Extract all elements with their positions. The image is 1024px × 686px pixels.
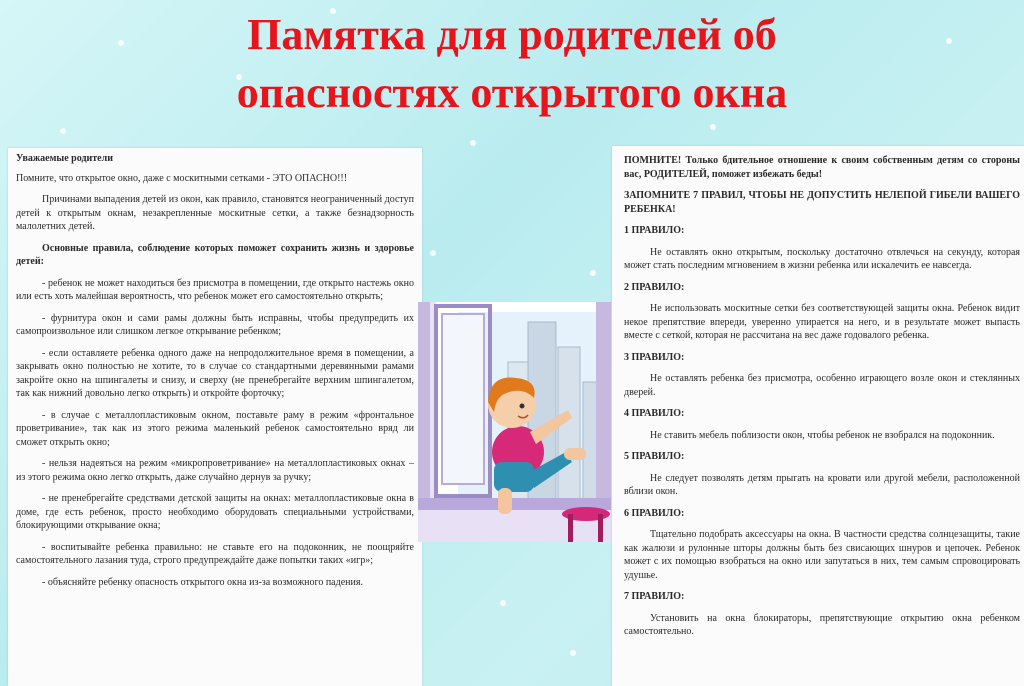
rule-heading: 4 ПРАВИЛО: bbox=[624, 408, 685, 419]
child-at-window-illustration bbox=[418, 302, 611, 542]
rule-heading: 2 ПРАВИЛО: bbox=[624, 281, 685, 293]
remember-notice: ПОМНИТЕ! Только бдительное отношение к своим собственным детям со стороны вас, РОДИТЕЛЕЙ, поможет избежать беды! bbox=[624, 155, 1020, 180]
rule-text: Не оставлять окно открытым, поскольку достаточно отвлечься на секунду, которая может стать последним мгновением в жизни ребенка или искалечить ее навсегда. bbox=[624, 246, 1020, 271]
rule-heading: 7 ПРАВИЛО: bbox=[624, 591, 685, 602]
list-item: - объясняйте ребенку опасность открытого окна из-за возможного падения. bbox=[42, 576, 363, 588]
rule-heading: 3 ПРАВИЛО: bbox=[624, 351, 685, 363]
sparkle-decoration bbox=[470, 140, 476, 146]
list-item: - в случае с металлопластиковым окном, поставьте раму в режим «фронтальное проветривание», так как из этого режима маленький ребенок самостоятельно вряд ли сможет открыть окно; bbox=[16, 409, 414, 448]
list-item: - нельзя надеяться на режим «микропроветривание» на металлопластиковых окнах – из этого режима окно легко открыть, даже случайно дернув за ручку; bbox=[16, 458, 414, 483]
rule-text: Установить на окна блокираторы, препятствующие открытию окна ребенком самостоятельно. bbox=[624, 612, 1020, 637]
rule-heading: 5 ПРАВИЛО: bbox=[624, 451, 685, 462]
sparkle-decoration bbox=[430, 250, 436, 256]
page-title bbox=[0, 6, 1024, 122]
rules-heading: Основные правила, соблюдение которых поможет сохранить жизнь и здоровье детей: bbox=[16, 242, 414, 267]
causes-paragraph: Причинами выпадения детей из окон, как правило, становятся неограниченный доступ детей к открытым окнам, незакрепленные москитные сетки, а также безнадзорность малолетних детей. bbox=[16, 194, 414, 232]
warning-paragraph: Помните, что открытое окно, даже с москитными сетками - ЭТО ОПАСНО!!! bbox=[16, 172, 348, 184]
rule-text: Не следует позволять детям прыгать на кровати или другой мебели, расположенной вблизи окон. bbox=[624, 472, 1020, 497]
list-item: - фурнитура окон и сами рамы должны быть исправны, чтобы предупредить их самопроизвольное или слишком легкое открывание ребенком; bbox=[16, 312, 414, 337]
rule-text: Не использовать москитные сетки без соответствующей защиты окна. Ребенок видит некое препятствие впереди, уверенно упирается на него, и в результате может выпасть вместе с сеткой, которая не рассчитана на вес даже годовалого ребенка. bbox=[624, 303, 1020, 341]
rule-heading: 6 ПРАВИЛО: bbox=[624, 507, 685, 519]
rule-text: Не ставить мебель поблизости окон, чтобы ребенок не взобрался на подоконник. bbox=[650, 429, 995, 441]
title-line-1: Памятка для родителей об bbox=[247, 10, 777, 59]
sparkle-decoration bbox=[710, 124, 716, 130]
right-leaflet-page bbox=[612, 146, 1024, 686]
child-window-drawing bbox=[418, 302, 611, 542]
list-item: - не пренебрегайте средствами детской защиты на окнах: металлопластиковые окна в доме, где есть ребенок, просто необходимо оборудовать специальными устройствами, блокирующими открывание окна; bbox=[16, 493, 414, 531]
sparkle-decoration bbox=[570, 650, 576, 656]
sparkle-decoration bbox=[60, 128, 66, 134]
seven-rules-heading: ЗАПОМНИТЕ 7 ПРАВИЛ, ЧТОБЫ НЕ ДОПУСТИТЬ НЕЛЕПОЙ ГИБЕЛИ ВАШЕГО РЕБЕНКА! bbox=[624, 190, 1020, 215]
rule-text: Тщательно подобрать аксессуары на окна. В частности средства солнцезащиты, такие как жалюзи и рулонные шторы должны быть без свисающих шнуров и цепочек. Ребенок может с их помощью взобраться на окно или запутаться в них, тем самым спровоцировать удушье. bbox=[624, 529, 1020, 581]
left-leaflet-page bbox=[8, 148, 422, 686]
list-item: - если оставляете ребенка одного даже на непродолжительное время в помещении, а закрывать окно полностью не хотите, то в случае со стандартными деревянными рамами закройте окно на шпингалеты и снизу, и сверху (не пренебрегайте верхним шпингалетом, так как нижний довольно легко открыть) и откройте форточку; bbox=[16, 347, 414, 399]
rule-heading: 1 ПРАВИЛО: bbox=[624, 225, 685, 236]
sparkle-decoration bbox=[590, 270, 596, 276]
greeting: Уважаемые родители bbox=[16, 153, 113, 164]
rule-text: Не оставлять ребенка без присмотра, особенно играющего возле окон и стеклянных дверей. bbox=[624, 373, 1020, 398]
title-line-2: опасностях открытого окна bbox=[236, 68, 788, 117]
sparkle-decoration bbox=[500, 600, 506, 606]
list-item: - ребенок не может находиться без присмотра в помещении, где открыто настежь окно или есть хоть малейшая вероятность, что ребенок может его самостоятельно открыть; bbox=[16, 277, 414, 302]
list-item: - воспитывайте ребенка правильно: не ставьте его на подоконник, не поощряйте самостоятельного лазания туда, строго предупреждайте даже попытки таких «игр»; bbox=[16, 541, 414, 566]
